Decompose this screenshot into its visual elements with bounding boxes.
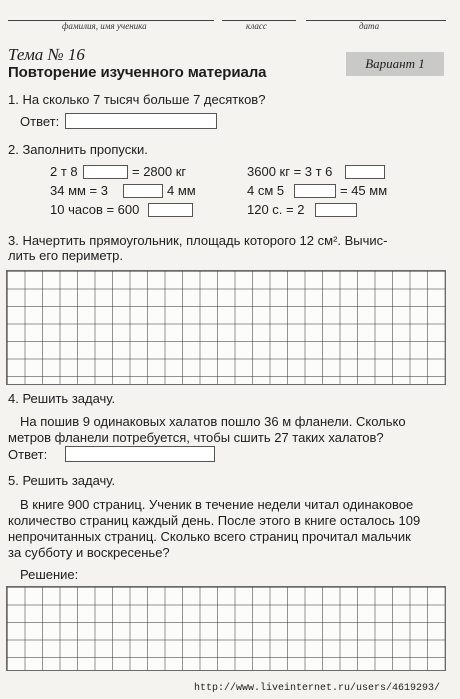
task5-problem-line2: количество страниц каждый день. После этого в книге осталось 109 xyxy=(8,513,421,528)
task2-left-row2-blank[interactable] xyxy=(123,184,163,198)
task2-right-row1-blank[interactable] xyxy=(345,165,385,179)
task2-right-row2-blank[interactable] xyxy=(294,184,336,198)
task5-problem-line1: В книге 900 страниц. Ученик в течение недели читал одинаковое xyxy=(20,497,414,512)
task3-question-line1: 3. Начертить прямоугольник, площадь которого 12 см². Вычис- xyxy=(8,233,388,248)
task2-left-row2-before: 34 мм = 3 xyxy=(50,183,108,198)
task4-problem-line1: На пошив 9 одинаковых халатов пошло 36 м фланели. Сколько xyxy=(20,414,406,429)
task2-right-row3-blank[interactable] xyxy=(315,203,357,217)
variant-badge xyxy=(346,52,444,76)
task2-question: 2. Заполнить пропуски. xyxy=(8,142,148,157)
task5-problem-line3: непрочитанных страниц. Сколько всего страниц прочитал мальчик xyxy=(8,529,411,544)
task4-question: 4. Решить задачу. xyxy=(8,391,116,406)
task4-problem-line2: метров фланели потребуется, чтобы сшить 27 таких халатов? xyxy=(8,430,384,445)
class-label: класс xyxy=(246,21,267,31)
task2-left-row1-before: 2 т 8 xyxy=(50,164,78,179)
task5-question: 5. Решить задачу. xyxy=(8,473,116,488)
task2-left-row3-before: 10 часов = 600 xyxy=(50,202,140,217)
variant-label: Вариант 1 xyxy=(365,56,425,71)
task1-question: 1. На сколько 7 тысяч больше 7 десятков? xyxy=(8,92,266,107)
task2-right-row2-before: 4 см 5 xyxy=(247,183,285,198)
task4-answer-field[interactable] xyxy=(65,446,215,462)
task2-right-row2-after: = 45 мм xyxy=(340,183,388,198)
student-name-label: фамилия, имя ученика xyxy=(62,21,147,31)
task2-right-row3-before: 120 с. = 2 xyxy=(247,202,305,217)
date-label: дата xyxy=(359,21,380,31)
task5-problem-line4: за субботу и воскресенье? xyxy=(8,545,170,560)
task1-answer-field[interactable] xyxy=(65,113,217,129)
task5-grid[interactable] xyxy=(6,586,446,671)
task2-right-row1-before: 3600 кг = 3 т 6 xyxy=(247,164,333,179)
task2-left-row1-blank[interactable] xyxy=(83,165,128,179)
task4-answer-label: Ответ: xyxy=(8,447,48,462)
task3-question-line2: лить его периметр. xyxy=(8,248,124,263)
task2-left-row1-after: = 2800 кг xyxy=(132,164,187,179)
task5-solution-label: Решение: xyxy=(20,567,79,582)
topic-title: Тема № 16 xyxy=(8,45,85,64)
task2-left-row3-blank[interactable] xyxy=(148,203,193,217)
task1-answer-label: Ответ: xyxy=(20,114,60,129)
footer-url: http://www.liveinternet.ru/users/4619293/ xyxy=(193,683,440,694)
task3-grid[interactable] xyxy=(6,270,446,385)
topic-subtitle: Повторение изученного материала xyxy=(8,64,267,81)
task2-left-row2-after: 4 мм xyxy=(167,183,196,198)
